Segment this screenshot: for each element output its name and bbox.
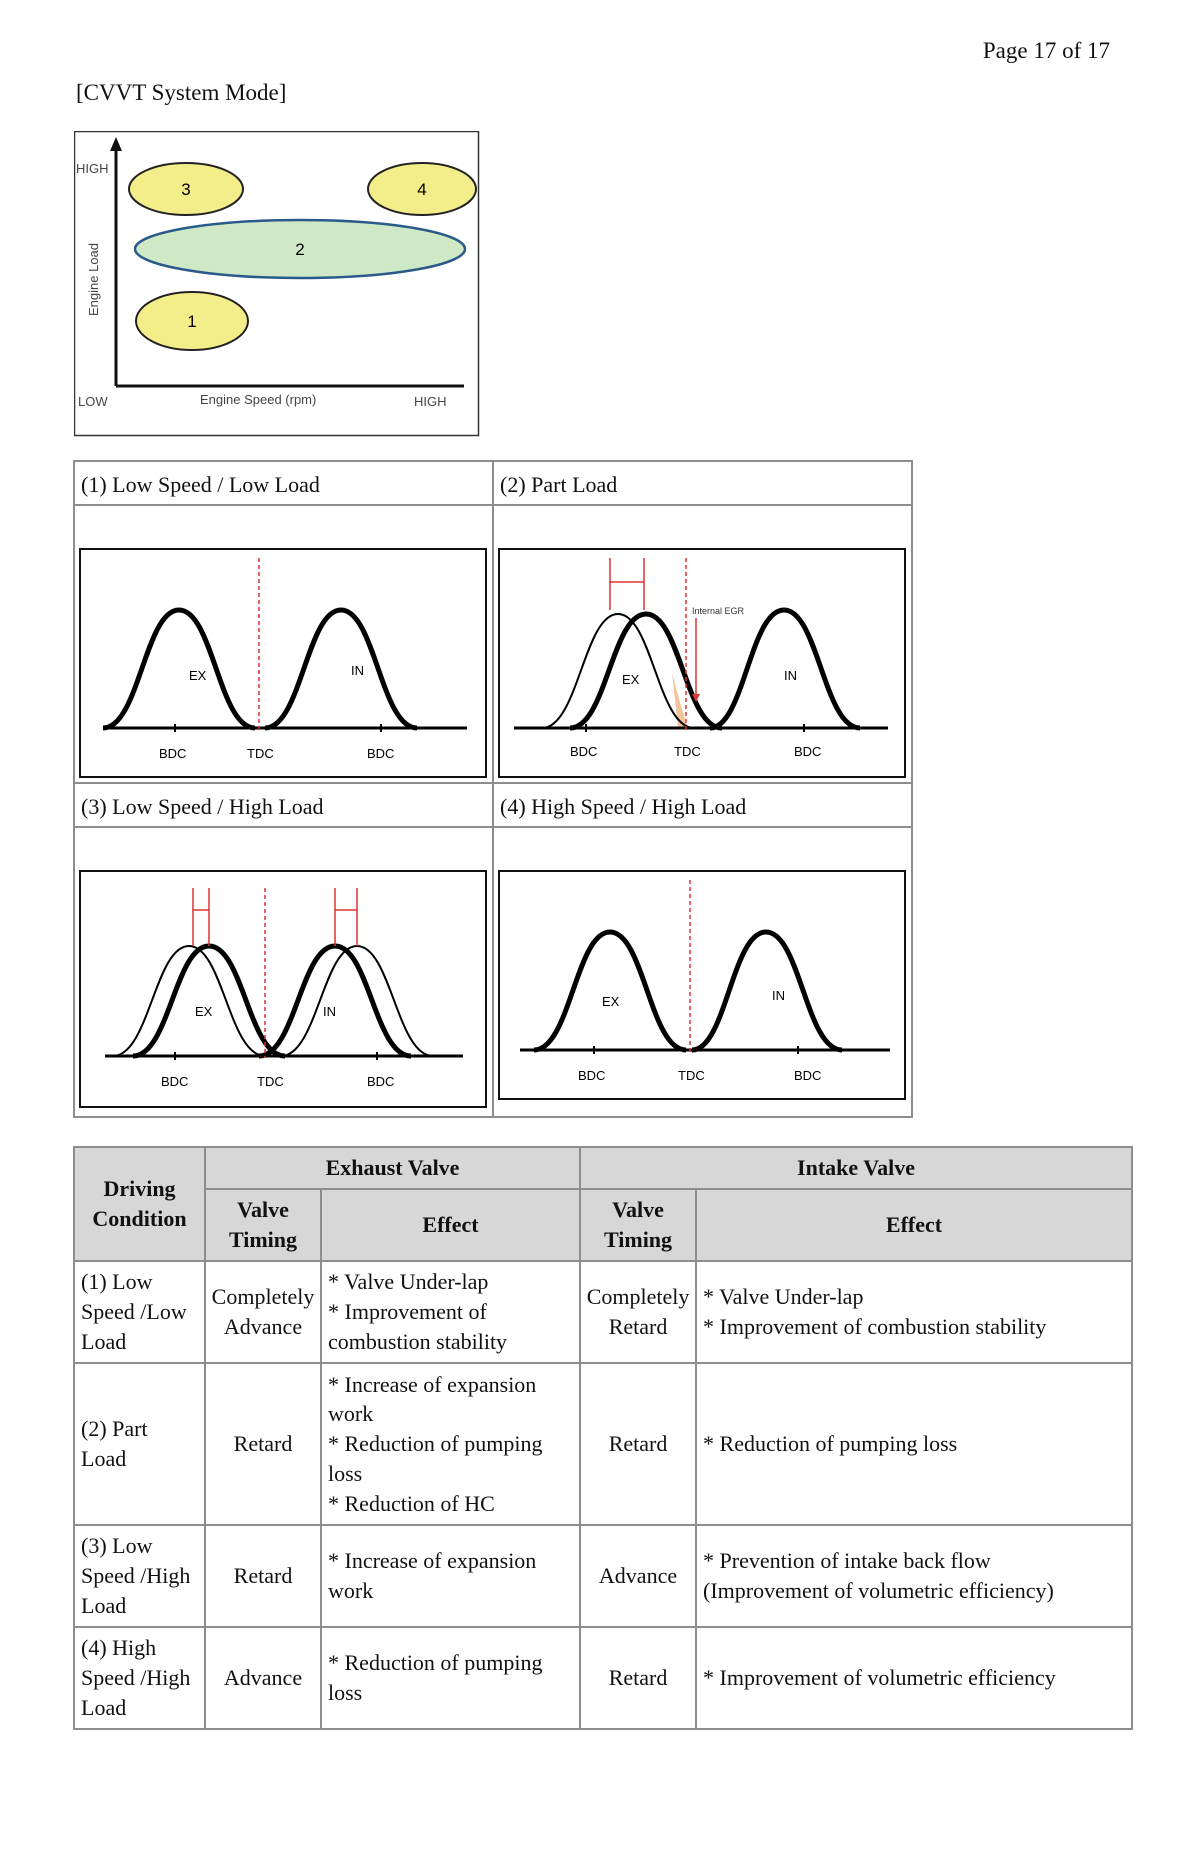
diagram-3-svg — [79, 870, 487, 1110]
ex-timing-cell: Retard — [205, 1363, 321, 1525]
in-effect-cell — [696, 1261, 1132, 1363]
driving-condition-header: Driving Condition — [74, 1147, 205, 1261]
tdc-label: TDC — [678, 1068, 705, 1083]
effect-line: * Improvement of combustion stability — [703, 1314, 1047, 1339]
table-row — [74, 1525, 1132, 1627]
load-map-svg — [74, 131, 480, 437]
valve-timing-diagrams — [73, 460, 913, 1118]
ex-effect-header: Effect — [321, 1189, 580, 1261]
effect-line: * Prevention of intake back flow — [703, 1548, 991, 1574]
diagram-4-svg — [498, 870, 906, 1102]
zone-1-label: 1 — [187, 312, 197, 331]
in-effect-cell — [696, 1627, 1132, 1729]
ex-timing-cell: Completely Advance — [205, 1261, 321, 1363]
diagram-1-svg — [79, 548, 487, 780]
ex-label: EX — [602, 994, 620, 1009]
condition-cell: (4) High Speed /High Load — [74, 1627, 205, 1729]
in-timing-cell: Retard — [580, 1627, 696, 1729]
in-effect-header: Effect — [696, 1189, 1132, 1261]
ex-timing-cell: Retard — [205, 1525, 321, 1627]
intake-valve-header: Intake Valve — [580, 1147, 1132, 1189]
in-label: IN — [784, 668, 797, 683]
in-label: IN — [772, 988, 785, 1003]
in-timing-cell: Advance — [580, 1525, 696, 1627]
y-high-label: HIGH — [76, 161, 109, 176]
effect-line: * Reduction of pumping loss — [328, 1431, 543, 1486]
in-timing-cell: Retard — [580, 1363, 696, 1525]
diagram-3-title: (3) Low Speed / High Load — [74, 783, 493, 827]
ex-label: EX — [189, 668, 207, 683]
in-label: IN — [323, 1004, 336, 1019]
diagram-2-svg — [498, 548, 906, 780]
zone-2-label: 2 — [295, 240, 305, 259]
ex-effect-cell — [321, 1261, 580, 1363]
bdc-label: BDC — [161, 1074, 189, 1089]
engine-load-map — [74, 131, 480, 437]
in-valve-timing-header: Valve Timing — [580, 1189, 696, 1261]
bdc-label: BDC — [367, 746, 395, 761]
in-label: IN — [351, 663, 364, 678]
diagram-4-cell — [493, 827, 912, 1117]
table-row — [74, 1627, 1132, 1729]
diagram-4-title: (4) High Speed / High Load — [493, 783, 912, 827]
bdc-label: BDC — [570, 744, 598, 759]
zone-4-label: 4 — [417, 180, 427, 199]
condition-cell: (1) Low Speed /Low Load — [74, 1261, 205, 1363]
origin-low-label: LOW — [78, 394, 108, 409]
tdc-label: TDC — [257, 1074, 284, 1089]
page-number: Page 17 of 17 — [982, 38, 1110, 63]
section-title: [CVVT System Mode] — [76, 80, 287, 105]
tdc-label: TDC — [674, 744, 701, 759]
diagram-2-cell — [493, 505, 912, 783]
effect-line: * Valve Under-lap — [328, 1269, 489, 1295]
ex-effect-cell — [321, 1627, 580, 1729]
bdc-label: BDC — [794, 744, 822, 759]
table-row — [74, 1363, 1132, 1525]
effect-line: (Improvement of volumetric efficiency) — [703, 1578, 1054, 1603]
x-high-label: HIGH — [414, 394, 447, 409]
ex-effect-cell — [321, 1525, 580, 1627]
diagram-2-title: (2) Part Load — [493, 461, 912, 505]
bdc-label: BDC — [794, 1068, 822, 1083]
ex-label: EX — [195, 1004, 213, 1019]
effect-line: * Increase of expansion work — [328, 1371, 537, 1427]
effect-line: * Reduction of HC — [328, 1490, 495, 1516]
ex-timing-cell: Advance — [205, 1627, 321, 1729]
condition-cell: (3) Low Speed /High Load — [74, 1525, 205, 1627]
internal-egr-label: Internal EGR — [692, 606, 745, 616]
effect-line: * Reduction of pumping loss — [328, 1650, 543, 1705]
tdc-label: TDC — [247, 746, 274, 761]
y-axis-label: Engine Load — [86, 242, 101, 316]
diagram-3-cell — [74, 827, 493, 1117]
in-effect-cell — [696, 1363, 1132, 1525]
ex-label: EX — [622, 672, 640, 687]
cvvt-mode-table — [73, 1146, 1133, 1730]
bdc-label: BDC — [159, 746, 187, 761]
in-effect-cell — [696, 1525, 1132, 1627]
effect-line: * Reduction of pumping loss — [703, 1431, 958, 1457]
diagram-1-cell — [74, 505, 493, 783]
ex-effect-cell — [321, 1363, 580, 1525]
x-axis-label: Engine Speed (rpm) — [200, 392, 317, 407]
in-timing-cell: Completely Retard — [580, 1261, 696, 1363]
bdc-label: BDC — [367, 1074, 395, 1089]
exhaust-valve-header: Exhaust Valve — [205, 1147, 580, 1189]
condition-cell: (2) Part Load — [74, 1363, 205, 1525]
ex-valve-timing-header: Valve Timing — [205, 1189, 321, 1261]
effect-line: * Improvement of combustion stability — [328, 1299, 508, 1354]
effect-line: * Improvement of volumetric efficiency — [703, 1665, 1056, 1691]
effect-line: * Increase of expansion work — [328, 1548, 537, 1603]
effect-line: * Valve Under-lap — [703, 1284, 864, 1310]
diagram-1-title: (1) Low Speed / Low Load — [74, 461, 493, 505]
table-row — [74, 1261, 1132, 1363]
bdc-label: BDC — [578, 1068, 606, 1083]
zone-3-label: 3 — [181, 180, 191, 199]
